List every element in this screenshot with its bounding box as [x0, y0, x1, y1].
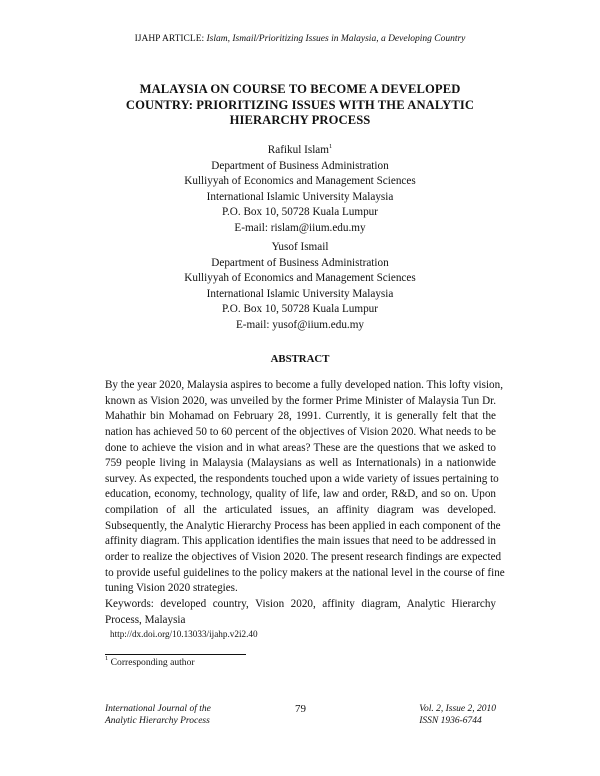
- author-faculty: Kulliyyah of Economics and Management Sciences: [184, 272, 416, 285]
- page-number: 79: [295, 703, 306, 715]
- abstract-line: done to achieve the vision and in what areas? These are the questions that we asked to: [105, 441, 496, 454]
- keywords: [105, 597, 496, 628]
- doi-link[interactable]: http://dx.doi.org/10.13033/ijahp.v2i2.40: [110, 629, 258, 639]
- abstract-line: nation has achieved 50 to 60 percent of the objectives of Vision 2020. What needs to be: [105, 425, 496, 438]
- footnote-mark: 1: [328, 143, 333, 150]
- footer-issue: [419, 703, 496, 727]
- running-head: [0, 34, 600, 44]
- abstract-line: Subsequently, the Analytic Hierarchy Process has been applied in each component of the: [105, 519, 501, 532]
- footer-journal-line: Analytic Hierarchy Process: [105, 716, 210, 726]
- keywords-line: Keywords: developed country, Vision 2020, affinity diagram, Analytic Hierarchy: [105, 598, 496, 610]
- author-email: E-mail: rislam@iium.edu.my: [234, 221, 366, 234]
- title-line: COUNTRY: PRIORITIZING ISSUES WITH THE ANALYTIC: [125, 97, 475, 112]
- author-block-1: [0, 143, 600, 237]
- abstract-line: known as Vision 2020, was unveiled by the former Prime Minister of Malaysia Tun Dr.: [105, 394, 496, 407]
- footnote-divider: [105, 654, 246, 655]
- footnote-mark: 1: [105, 655, 109, 662]
- author-department: Department of Business Administration: [211, 159, 389, 172]
- author-address: P.O. Box 10, 50728 Kuala Lumpur: [222, 303, 378, 316]
- footer-issn: ISSN 1936-6744: [419, 716, 482, 726]
- paper-title: [90, 82, 510, 129]
- abstract-line: compilation of all the articulated issues, an affinity diagram was developed.: [105, 504, 496, 517]
- author-faculty: Kulliyyah of Economics and Management Sciences: [184, 175, 416, 188]
- title-line: MALAYSIA ON COURSE TO BECOME A DEVELOPED: [139, 82, 461, 96]
- abstract-line: order to realize the objectives of Vision 2020. The present research findings are expected: [105, 551, 502, 564]
- title-line: HIERARCHY PROCESS: [229, 113, 371, 127]
- author-university: International Islamic University Malaysia: [206, 190, 394, 203]
- keywords-line: Process, Malaysia: [105, 613, 186, 626]
- abstract-line: to provide useful guidelines to the policy makers at the national level in the course of fine: [105, 566, 505, 579]
- footnote: [105, 657, 195, 668]
- running-head-prefix: IJAHP ARTICLE:: [134, 34, 207, 44]
- author-name: Rafikul Islam$^1$: [267, 143, 333, 156]
- abstract-heading: ABSTRACT: [270, 353, 330, 365]
- author-email: E-mail: yusof@iium.edu.my: [235, 318, 365, 331]
- author-university: International Islamic University Malaysia: [206, 287, 394, 300]
- footer-volume: Vol. 2, Issue 2, 2010: [419, 704, 496, 714]
- abstract-line: education, economy, technology, quality of life, law and order, R&D, and so on. Upon: [105, 488, 496, 501]
- author-department: Department of Business Administration: [211, 256, 389, 269]
- abstract-line: survey. As expected, the respondents touched upon a wide variety of issues pertaining to: [105, 472, 499, 485]
- abstract-line: By the year 2020, Malaysia aspires to become a fully developed nation. This lofty vision,: [105, 379, 503, 391]
- abstract-line: 759 people living in Malaysia (Malaysians as well as Internationals) in a nationwide: [105, 457, 496, 470]
- running-head-article: Islam, Ismail/Prioritizing Issues in Malaysia, a Developing Country: [206, 34, 466, 44]
- footnote-text: Corresponding author: [108, 657, 195, 668]
- author-address: P.O. Box 10, 50728 Kuala Lumpur: [222, 206, 378, 219]
- author-name: Yusof Ismail: [271, 241, 329, 253]
- footer-journal-line: International Journal of the: [105, 704, 211, 714]
- abstract-line: Mahathir bin Mohamad on February 28, 1991. Currently, it is generally felt that the: [105, 410, 496, 423]
- abstract-line: affinity diagram. This application identifies the main issues that need to be addressed in: [105, 535, 496, 548]
- abstract-line: tuning Vision 2020 strategies.: [105, 582, 238, 595]
- author-block-2: [0, 240, 600, 334]
- abstract-body: [105, 378, 505, 597]
